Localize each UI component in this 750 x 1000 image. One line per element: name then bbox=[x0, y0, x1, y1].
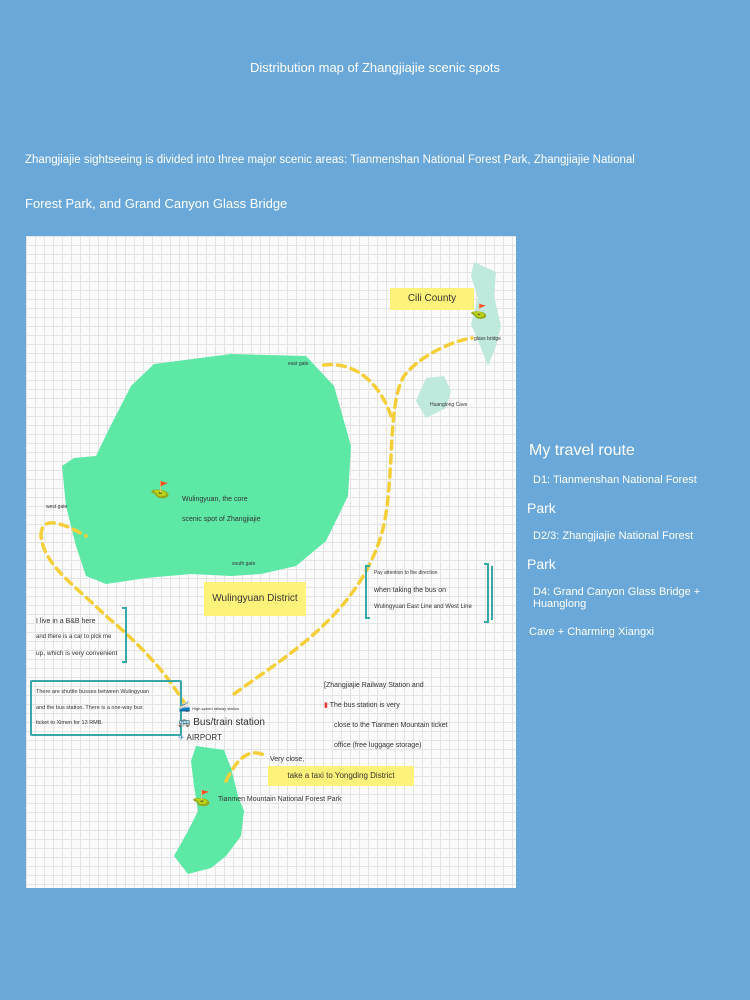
intro-line-2: Forest Park, and Grand Canyon Glass Bridge bbox=[25, 196, 288, 211]
shuttle-note: There are shuttle busses between Wulingyuan and the bus station. There is a one-way bus ticket to Ximen for 13 RMB. bbox=[30, 680, 182, 736]
bnb-note: I live in a B&B here and there is a car to pick me up, which is very convenient bbox=[36, 618, 118, 657]
south-gate-label: south gate bbox=[232, 561, 256, 567]
page-title: Distribution map of Zhangjiajie scenic spots bbox=[249, 60, 500, 75]
route-day-4: D4: Grand Canyon Glass Bridge + Huanglong bbox=[533, 586, 701, 610]
map-drawing bbox=[26, 236, 516, 888]
railway-note: [Zhangjiajie Railway Station and ▮ The bus station is very close to the Tianmen Mountain ticket office (free luggage storage) bbox=[324, 682, 448, 749]
wulingyuan-area bbox=[62, 354, 351, 584]
travel-route bbox=[527, 442, 750, 638]
route-day-1: D1: Tianmenshan National Forest bbox=[533, 474, 697, 486]
cili-county-label: Cili County bbox=[390, 288, 474, 310]
wulingyuan-district-label: Wulingyuan District bbox=[204, 582, 306, 616]
intro-text bbox=[25, 138, 725, 226]
bus-direction-note: Pay attention to the direction when taking the bus on Wulingyuan East Line and West Line bbox=[374, 570, 472, 610]
huanglong-area bbox=[416, 376, 451, 418]
luggage-icon: ▮ bbox=[324, 702, 328, 709]
scenic-map bbox=[26, 236, 516, 888]
airplane-icon: ✈ bbox=[178, 733, 185, 742]
route-title: My travel route bbox=[529, 442, 635, 459]
wulingyuan-core-label: Wulingyuan, the core scenic spot of Zhangjiajie bbox=[182, 496, 261, 523]
taxi-note: take a taxi to Yongding District bbox=[268, 766, 414, 786]
route-day-2-3: D2/3: Zhangjiajie National Forest bbox=[533, 530, 694, 542]
intro-line-1: Zhangjiajie sightseeing is divided into three major scenic areas: Tianmenshan National Forest Park, Zhangjiajie National bbox=[25, 154, 635, 166]
train-icon: 🚄 bbox=[178, 702, 191, 713]
glass-bridge-label: glass bridge bbox=[474, 336, 501, 342]
golf-flag-icon: ⛳ bbox=[192, 790, 211, 807]
bus-icon: 🚌 bbox=[178, 717, 191, 728]
route-day-1-park: Park bbox=[527, 500, 556, 516]
route-day-4-cont: Cave + Charming Xiangxi bbox=[529, 626, 655, 638]
golf-flag-icon: ⛳ bbox=[150, 482, 170, 499]
tianmen-park-label: Tianmen Mountain National Forest Park bbox=[218, 796, 342, 803]
east-gate-label: east gate bbox=[288, 361, 309, 367]
route-day-2-3-park: Park bbox=[527, 556, 556, 572]
station-cluster: 🚄 High-speed railway station 🚌 Bus/train station ✈ AIRPORT bbox=[178, 702, 265, 742]
golf-flag-icon: ⛳ bbox=[470, 303, 488, 319]
huanglong-cave-label: Huanglong Cave bbox=[430, 402, 468, 408]
very-close-label: Very close, bbox=[270, 756, 305, 763]
west-gate-label: west gate bbox=[46, 504, 68, 510]
